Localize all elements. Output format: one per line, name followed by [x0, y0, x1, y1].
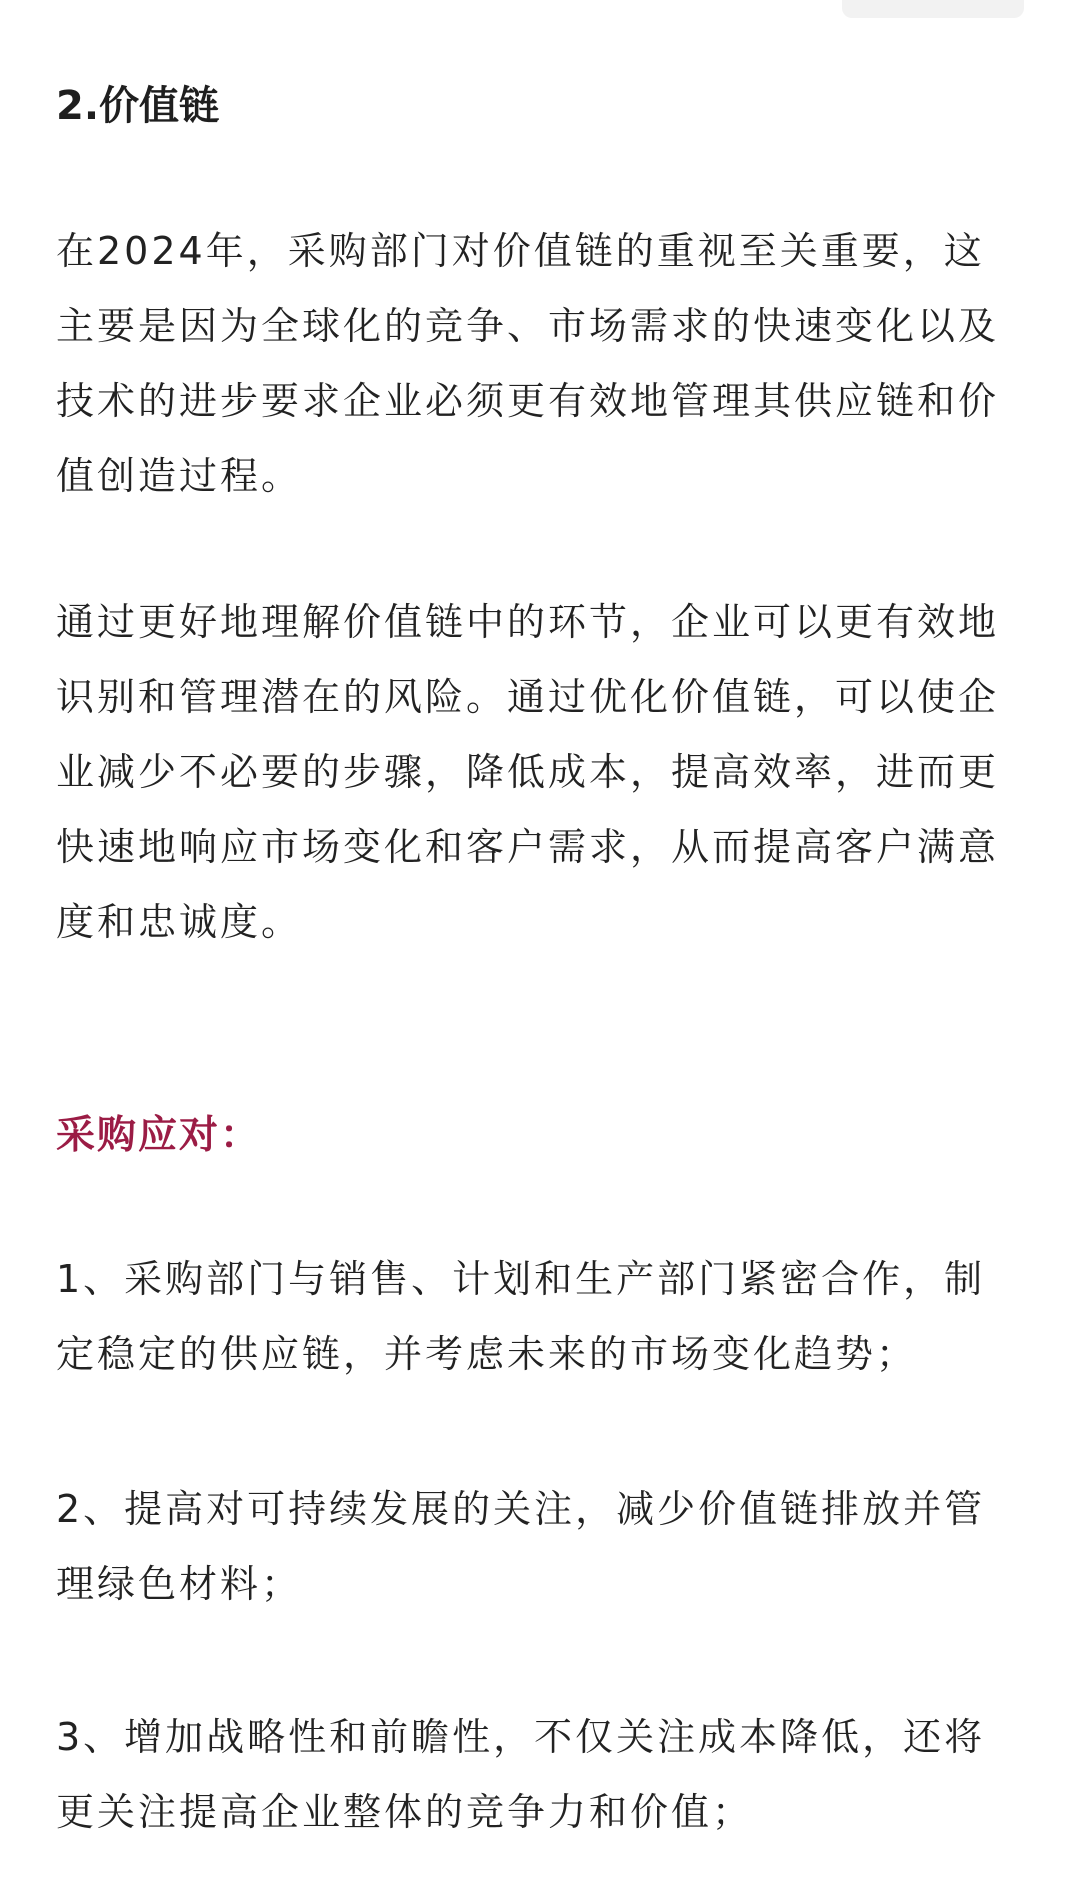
- list-item: 1、采购部门与销售、计划和生产部门紧密合作，制定稳定的供应链，并考虑未来的市场变化趋势；: [56, 1257, 986, 1376]
- procurement-response-title: 采购应对：: [56, 1113, 262, 1158]
- paragraph-value-chain-benefits: 通过更好地理解价值链中的环节，企业可以更有效地识别和管理潜在的风险。通过优化价值链，可以使企业减少不必要的步骤，降低成本，提高效率，进而更快速地响应市场变化和客户需求，从而提高客户满意度和忠诚度。: [56, 600, 1000, 944]
- list-item: 2、提高对可持续发展的关注，减少价值链排放并管理绿色材料；: [56, 1487, 986, 1606]
- top-action-chip[interactable]: [842, 0, 1024, 18]
- list-item: 3、增加战略性和前瞻性，不仅关注成本降低，还将更关注提高企业整体的竞争力和价值；: [56, 1715, 986, 1834]
- section-heading: 2.价值链: [56, 83, 220, 129]
- paragraph-value-chain-importance: 在2024年，采购部门对价值链的重视至关重要，这主要是因为全球化的竞争、市场需求的快速变化以及技术的进步要求企业必须更有效地管理其供应链和价值创造过程。: [56, 229, 1000, 498]
